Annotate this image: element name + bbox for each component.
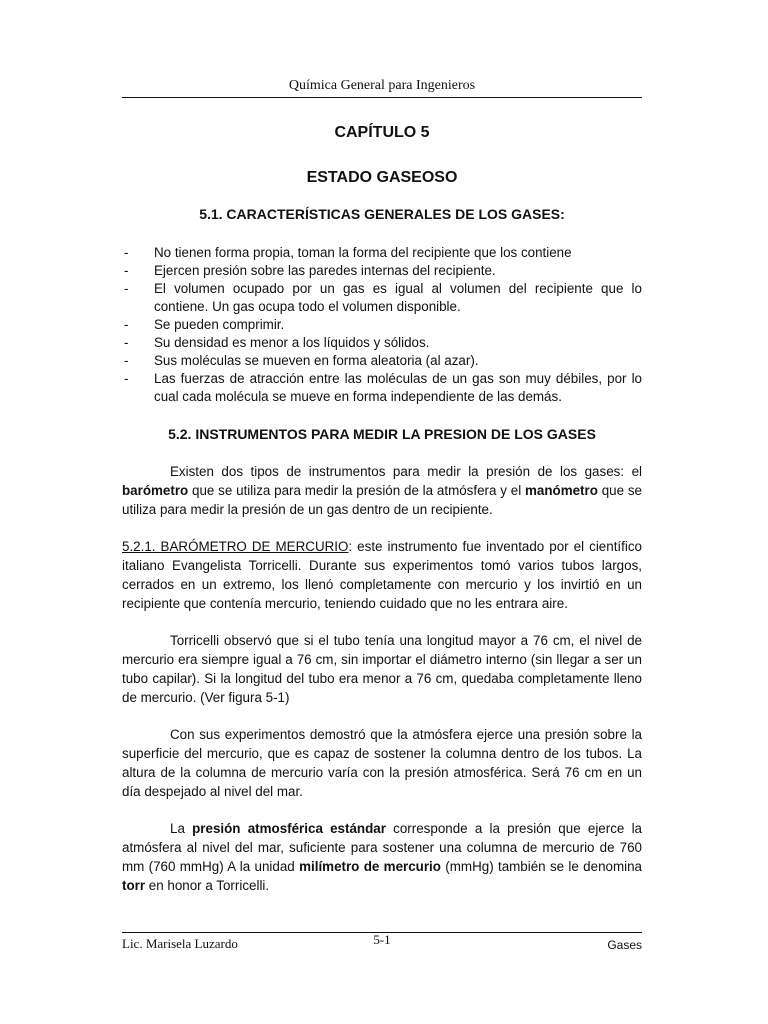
torricelli-paragraph: Torricelli observó que si el tubo tenía una longitud mayor a 76 cm, el nivel de mercurio era siempre igual a 76 cm, sin importar el diámetro interno (sin llegar a ser un tubo capilar). Si la longitud del tubo era menor a 76 cm, quedaba completamente lleno de mercurio. (Ver figura 5-1)	[122, 633, 642, 705]
page-body	[122, 124, 642, 913]
footer-topic: Gases	[607, 938, 642, 952]
bullet-dash: -	[124, 263, 129, 278]
experiments-paragraph: Con sus experimentos demostró que la atmósfera ejerce una presión sobre la superficie del mercurio, que es capaz de sostener la columna dentro de los tubos. La altura de la columna de mercurio varía con la presión atmosférica. Será 76 cm en un día despejado al nivel del mar.	[122, 727, 642, 799]
header-rule	[122, 97, 642, 98]
list-item: - Su densidad es menor a los líquidos y sólidos.	[124, 335, 430, 350]
list-item: - Ejercen presión sobre las paredes internas del recipiente.	[124, 263, 496, 278]
term-barometro: barómetro	[122, 483, 189, 498]
page-number: 5-1	[373, 932, 391, 947]
bullet-dash: -	[124, 353, 129, 368]
bullet-dash: -	[124, 371, 129, 386]
list-item: - El volumen ocupado por un gas es igual al volumen del recipiente que lo contiene. Un gas ocupa todo el volumen disponible.	[124, 281, 642, 314]
term-manometro: manómetro	[524, 483, 598, 498]
subsection-heading: 5.2.1. BARÓMETRO DE MERCURIO	[122, 539, 349, 554]
bullet-dash: -	[124, 281, 129, 296]
bullet-dash: -	[124, 317, 129, 332]
list-item: - Sus moléculas se mueven en forma aleatoria (al azar).	[124, 353, 479, 368]
chapter-title: ESTADO GASEOSO	[306, 169, 458, 186]
chapter-label: CAPÍTULO 5	[334, 124, 430, 141]
list-item: - Las fuerzas de atracción entre las moléculas de un gas son muy débiles, por lo cual cada molécula se mueve en forma independiente de las demás.	[124, 371, 642, 404]
characteristics-list	[122, 244, 642, 406]
term-presion-estandar: presión atmosférica estándar	[192, 821, 386, 836]
barometer-paragraph: 5.2.1. BARÓMETRO DE MERCURIO: este instrumento fue inventado por el científico italiano Evangelista Torricelli. Durante sus experimentos tomó varios tubos largos, cerrados en un extremo, los llenó completamente con mercurio y los invirtió en un recipiente que contenía mercurio, teniendo cuidado que no les entrara aire.	[122, 539, 642, 611]
running-header: Química General para Ingenieros	[288, 78, 476, 93]
standard-pressure-paragraph: La presión atmosférica estándar corresponde a la presión que ejerce la atmósfera al nivel del mar, suficiente para sostener una columna de mercurio de 760 mm (760 mmHg) A la unidad milímetro de mercurio (mmHg) también se le denomina torr en honor a Torricelli.	[122, 821, 642, 893]
term-milimetro-mercurio: milímetro de mercurio	[299, 859, 441, 874]
section-2-title: 5.2. INSTRUMENTOS PARA MEDIR LA PRESION DE LOS GASES	[168, 426, 596, 442]
bullet-dash: -	[124, 335, 129, 350]
intro-paragraph: Existen dos tipos de instrumentos para medir la presión de los gases: el barómetro que se utiliza para medir la presión de la atmósfera y el manómetro que se utiliza para medir la presión de un gas dentro de un recipiente.	[122, 464, 642, 517]
footer-author: Lic. Marisela Luzardo	[122, 936, 238, 951]
list-item: - No tienen forma propia, toman la forma del recipiente que los contiene	[124, 245, 572, 260]
list-item: - Se pueden comprimir.	[124, 317, 285, 332]
section-1-title: 5.1. CARACTERÍSTICAS GENERALES DE LOS GASES:	[199, 206, 565, 222]
term-torr: torr	[122, 878, 146, 893]
bullet-dash: -	[124, 245, 129, 260]
